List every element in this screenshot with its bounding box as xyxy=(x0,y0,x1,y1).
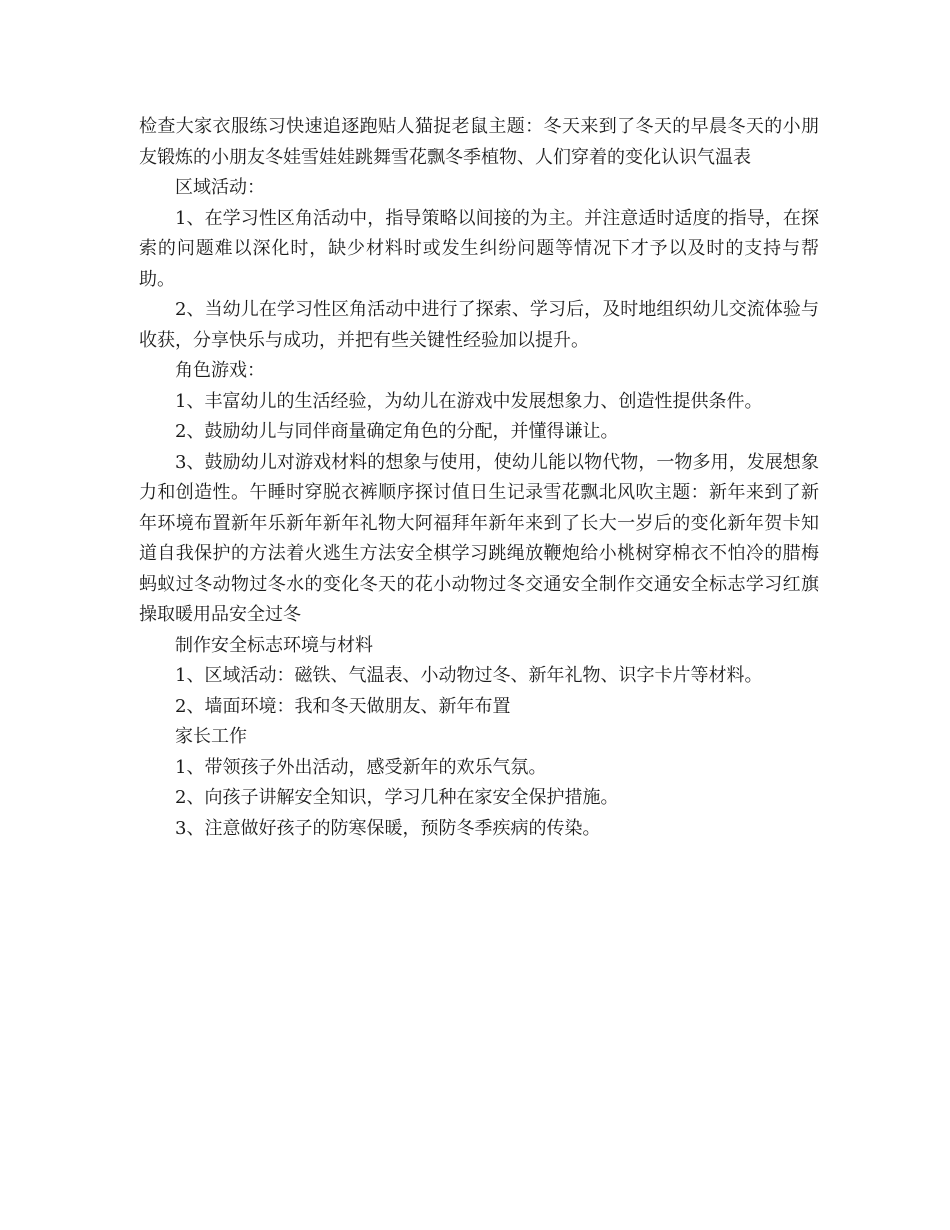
paragraph-area-item-1: 1、在学习性区角活动中，指导策略以间接的为主。并注意适时适度的指导，在探索的问题难以深化时，缺少材料时或发生纠纷问题等情况下才予以及时的支持与帮助。 xyxy=(139,207,819,290)
paragraph-env-item-2: 2、墙面环境：我和冬天做朋友、新年布置 xyxy=(175,695,511,717)
paragraph-role-item-1: 1、丰富幼儿的生活经验，为幼儿在游戏中发展想象力、创造性提供条件。 xyxy=(175,390,763,412)
paragraph-parent-item-3: 3、注意做好孩子的防寒保暖，预防冬季疾病的传染。 xyxy=(175,817,601,839)
paragraph-parent-item-2: 2、向孩子讲解安全知识，学习几种在家安全保护措施。 xyxy=(175,787,619,808)
document-page xyxy=(139,112,819,844)
heading-role-play: 角色游戏： xyxy=(175,360,265,381)
paragraph-role-item-2: 2、鼓励幼儿与同伴商量确定角色的分配，并懂得谦让。 xyxy=(175,421,619,442)
heading-environment-materials: 制作安全标志环境与材料 xyxy=(175,634,373,656)
heading-area-activities: 区域活动： xyxy=(175,177,265,198)
paragraph-env-item-1: 1、区域活动：磁铁、气温表、小动物过冬、新年礼物、识字卡片等材料。 xyxy=(175,665,763,686)
paragraph-role-item-3: 3、鼓励幼儿对游戏材料的想象与使用，使幼儿能以物代物，一物多用，发展想象力和创造性。午睡时穿脱衣裤顺序探讨值日生记录雪花飘北风吹主题：新年来到了新年环境布置新年乐新年新年礼物大阿福拜年新年来到了长大一岁后的变化新年贺卡知道自我保护的方法着火逃生方法安全棋学习跳绳放鞭炮给小桃树穿棉衣不怕冷的腊梅蚂蚁过冬动物过冬水的变化冬天的花小动物过冬交通安全制作交通安全标志学习红旗操取暖用品安全过冬 xyxy=(139,451,819,625)
paragraph-themes-intro: 检查大家衣服练习快速追逐跑贴人猫捉老鼠主题：冬天来到了冬天的早晨冬天的小朋友锻炼的小朋友冬娃雪娃娃跳舞雪花飘冬季植物、人们穿着的变化认识气温表 xyxy=(139,116,819,168)
paragraph-parent-item-1: 1、带领孩子外出活动，感受新年的欢乐气氛。 xyxy=(175,756,547,778)
heading-parent-work: 家长工作 xyxy=(175,726,247,747)
paragraph-area-item-2: 2、当幼儿在学习性区角活动中进行了探索、学习后，及时地组织幼儿交流体验与收获，分享快乐与成功，并把有些关键性经验加以提升。 xyxy=(139,299,819,351)
